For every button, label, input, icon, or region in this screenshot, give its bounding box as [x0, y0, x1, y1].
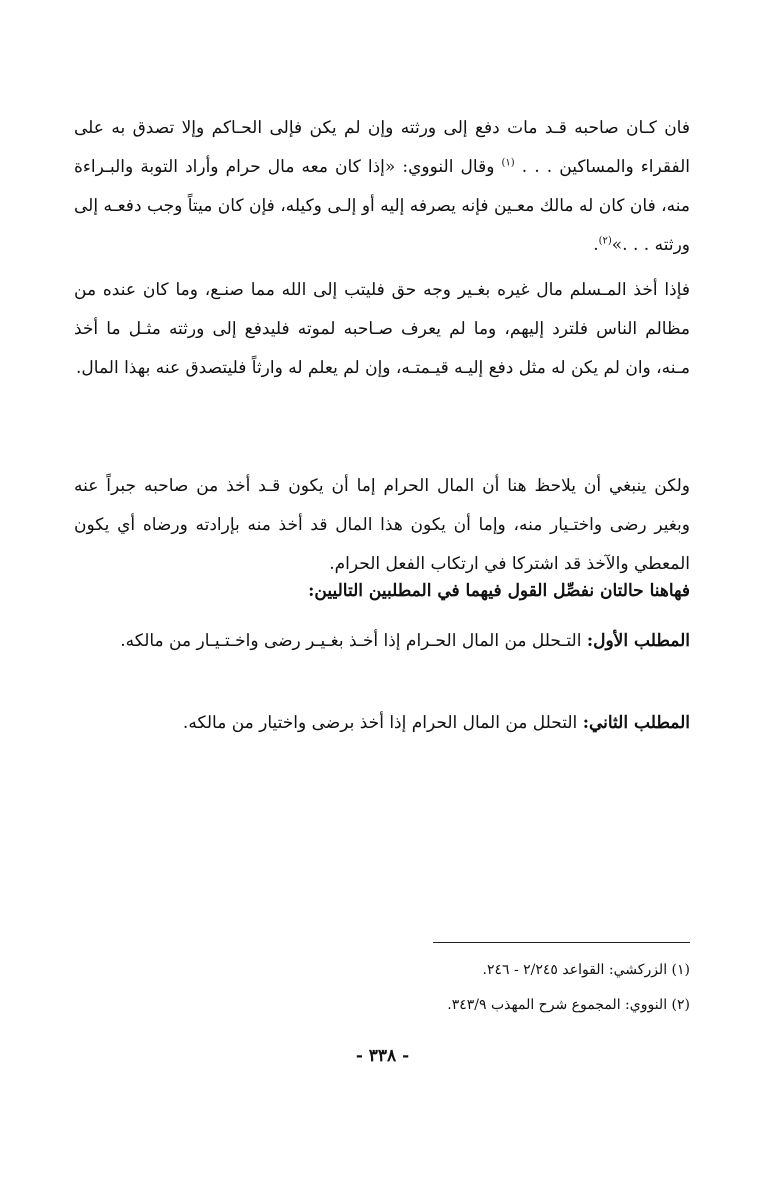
paragraph-1-text: فان كـان صاحبه قـد مات دفع إلى ورثته وإن لم يكن فإلى الحـاكم وإلا تصدق به على الفقراء والمساكين . . . — [74, 118, 691, 177]
paragraph-1 — [74, 109, 690, 265]
section-1-label: المطلب الأول: — [586, 631, 690, 651]
footnote-ref-1: (١) — [501, 157, 515, 169]
section-1-text: التـحلل من المال الحـرام إذا أخـذ بغـيـر رضى واخـتـيـار من مالكه. — [120, 631, 587, 651]
paragraph-1-end: . — [593, 235, 599, 255]
paragraph-2: فإذا أخذ المـسلم مال غيره بغـير وجه حق فليتب إلى الله مما صنـع، وما كان عنده من مظالم الناس فلترد إليهم، وما لم يعرف صـاحبه لموته فليدفع إلى ورثته مثـل ما أخذ مـنه، وان لم يكن له مثل دفع إليـه قيـمتـه، وإن لم يعلم له وارثاً فليتصدق عنه بهذا المال. — [74, 280, 690, 378]
section-2-text: التحلل من المال الحرام إذا أخذ برضى واختيار من مالكه. — [182, 713, 583, 733]
section-2 — [74, 704, 690, 743]
footnote-divider — [433, 942, 690, 943]
nawawi-quote: وقال النووي: «إذا كان معه مال حرام وأراد التوبة والبـراءة منه، فان كان له مالك معـين فإنه يصرفه إليه أو إلـى وكيله، فإن كان ميتاً وجب دفعـه إلى ورثته . . .» — [74, 157, 690, 255]
footnote-1: (١) الزركشي: القواعد ٢/٢٤٥ - ٢٤٦. — [482, 962, 690, 978]
section-2-label: المطلب الثاني: — [582, 713, 690, 733]
footnote-2: (٢) النووي: المجموع شرح المهذب ٣٤٣/٩. — [447, 997, 690, 1013]
section-1 — [74, 622, 690, 661]
paragraph-4: فهاهنا حالتان نفصِّل القول فيهما في المطلبين التاليين: — [308, 581, 690, 601]
page-number: - ٣٣٨ - — [355, 1046, 410, 1066]
paragraph-3: ولكن ينبغي أن يلاحظ هنا أن المال الحرام إما أن يكون قـد أخذ من صاحبه جبراً عنه وبغير رضى واختـيار منه، وإما أن يكون هذا المال قد أخذ منه بإرادته ورضاه أي يكون المعطي والآخذ قد اشتركا في ارتكاب الفعل الحرام. — [74, 476, 690, 574]
footnote-ref-2: (٢) — [598, 235, 612, 247]
